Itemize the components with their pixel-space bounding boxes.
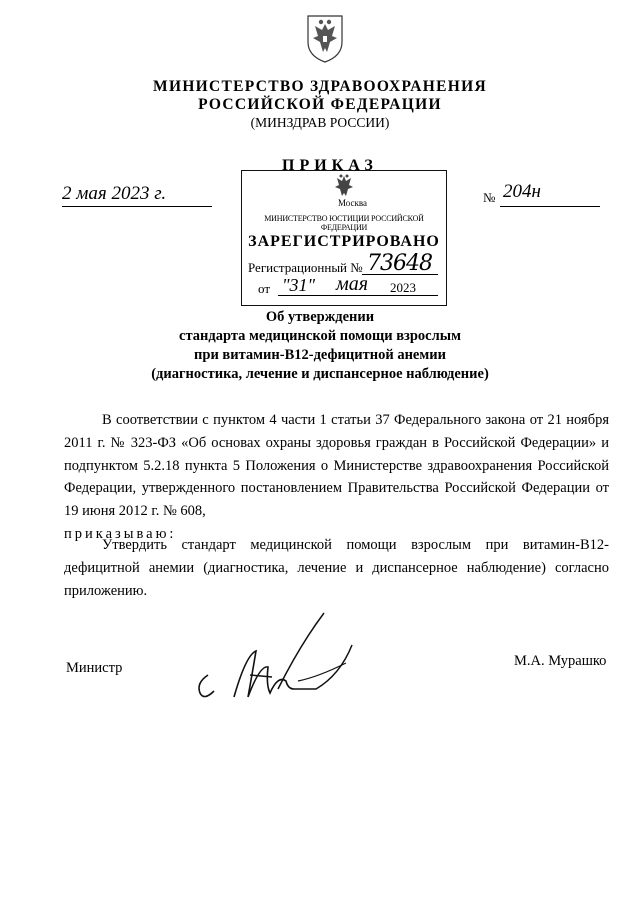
stamp-status: ЗАРЕГИСТРИРОВАНО [248, 233, 440, 250]
order-date: 2 мая 2023 г. [62, 183, 167, 204]
stamp-date-day: "31" [282, 275, 316, 295]
ministry-name-line2: РОССИЙСКОЙ ФЕДЕРАЦИИ [198, 96, 442, 113]
coat-of-arms-emblem [305, 12, 345, 64]
stamp-reg-number: 73648 [367, 251, 432, 276]
doc-title-line4: (диагностика, лечение и диспансерное наблюдение) [151, 366, 489, 382]
stamp-reg-number-label: Регистрационный № [248, 260, 363, 275]
ministry-short-name: (МИНЗДРАВ РОССИИ) [250, 115, 390, 130]
order-directive: приказываю: [64, 525, 177, 542]
signer-name: М.А. Мурашко [514, 653, 607, 669]
doc-title-line2: стандарта медицинской помощи взрослым [179, 328, 461, 344]
stamp-organization: МИНИСТЕРСТВО ЮСТИЦИИ РОССИЙСКОЙ ФЕДЕРАЦИИ [264, 214, 424, 232]
stamp-date-year: 2023 [390, 280, 416, 295]
order-number: 204н [503, 181, 541, 202]
doc-title-line3: при витамин-В12-дефицитной анемии [194, 347, 446, 363]
ministry-name-line1: МИНИСТЕРСТВО ЗДРАВООХРАНЕНИЯ [153, 78, 487, 95]
body-paragraph-1-text: В соответствии с пунктом 4 части 1 статьи 37 Федерального закона от 21 ноября 2011 г. № 323-ФЗ «Об основах охраны здоровья граждан в Российской Федерации» и подпунктом 5.2.18 пункта 5 Положения о Министерстве здравоохранения Российской Федерации, утвержденного постановлением Правительства Российской Федерации от 19 июня 2012 г. № 608, [64, 412, 609, 520]
date-underline [62, 206, 212, 207]
stamp-eagle-icon [332, 173, 356, 199]
signer-role: Министр [66, 660, 123, 676]
registration-stamp [241, 170, 447, 306]
stamp-date-underline [278, 295, 438, 296]
order-number-label: № [483, 190, 496, 205]
stamp-date-prefix: от [258, 281, 271, 296]
body-paragraph-1 [64, 409, 609, 546]
stamp-date-month: мая [336, 273, 369, 295]
body-paragraph-2: Утвердить стандарт медицинской помощи взрослым при витамин-В12-дефицитной анемии (диагностика, лечение и диспансерное наблюдение) согласно приложению. [64, 537, 609, 599]
handwritten-signature [190, 605, 370, 715]
order-title: ПРИКАЗ [282, 157, 378, 174]
doc-title-line1: Об утверждении [265, 309, 375, 325]
number-underline [500, 206, 600, 207]
stamp-city: Москва [338, 198, 367, 208]
